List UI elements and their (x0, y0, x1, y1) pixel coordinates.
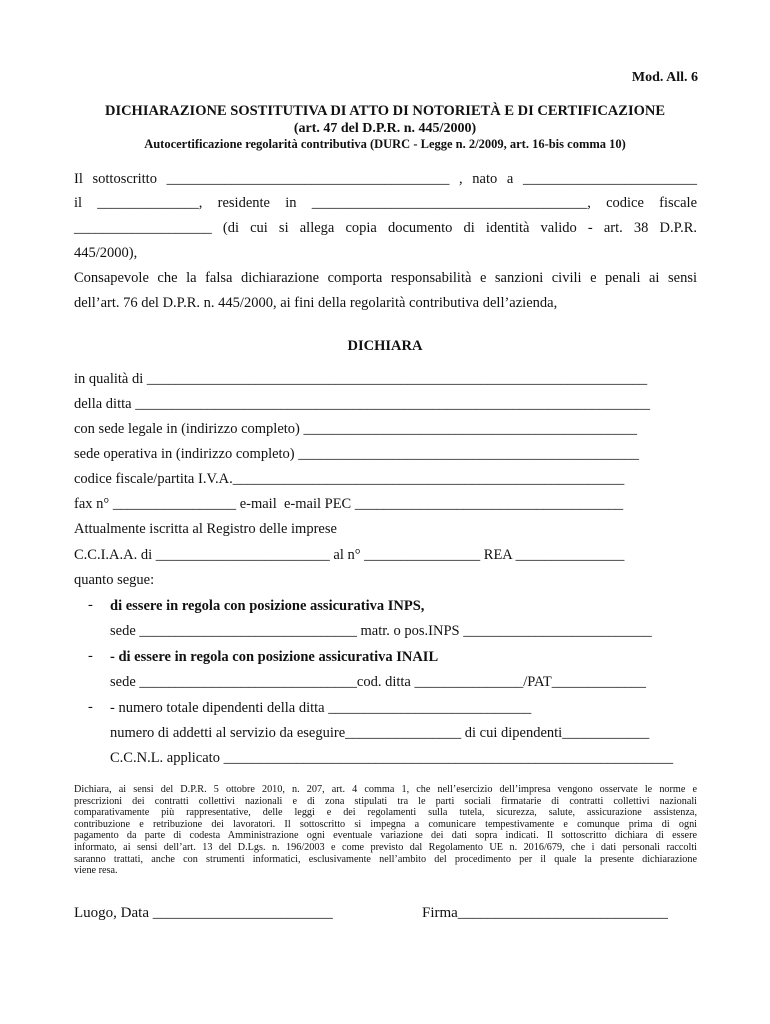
fine-print-line: informato, ai sensi dell’art. 13 del D.Lgs. n. 196/2003 e come previsto dal Regolamento UE n. 2016/679, che i dati personali raccolti (74, 841, 697, 853)
intro-line-3: ___________________ (di cui si allega copia documento di identità valido - art. 38 D.P.R. (74, 220, 697, 236)
intro-line-6: dell’art. 76 del D.P.R. n. 445/2000, ai fini della regolarità contributiva dell’azienda, (74, 295, 558, 311)
field-qualita: in qualità di _____________________________________________________________________ (74, 371, 648, 387)
field-iscritta: Attualmente iscritta al Registro delle imprese (74, 521, 337, 537)
document-subtitle: (art. 47 del D.P.R. n. 445/2000) (293, 121, 477, 136)
item-inail-sede: sede ______________________________cod. ditta _______________/PAT_____________ (110, 674, 646, 690)
field-sede-legale: con sede legale in (indirizzo completo) ______________________________________________ (74, 421, 637, 437)
item-inail-title: - di essere in regola con posizione assicurativa INAIL (110, 649, 439, 665)
intro-line-2: il ______________, residente in ______________________________________, codice fiscale (74, 195, 697, 211)
fine-print-line: prescrizioni dei contratti collettivi nazionali e di zona stipulati tra le parti sociali firmatarie di contratti collettivi nazionali (74, 795, 697, 807)
document-subsubtitle: Autocertificazione regolarità contributiva (DURC - Legge n. 2/2009, art. 16-bis comma 10) (144, 137, 626, 151)
field-ditta: della ditta _______________________________________________________________________ (74, 396, 650, 412)
item-addetti: numero di addetti al servizio da eseguire________________ di cui dipendenti____________ (110, 725, 650, 741)
luogo-data-field: Luogo, Data ________________________ (74, 905, 333, 921)
fine-print-line: saranno trattati, anche con strumenti informatici, esclusivamente nell’ambito del procedimento per il quale la presente dichiarazione (74, 853, 697, 865)
fine-print-line: pagamento da parte di codesta Amministrazione ogni eventuale variazione dei dati sopra indicati. Il sottoscritto dichiara di essere (74, 830, 697, 842)
item-inps-title: di essere in regola con posizione assicurativa INPS, (110, 598, 425, 614)
intro-line-1: Il sottoscritto _______________________________________ , nato a ________________________ (74, 171, 697, 187)
fine-print-line: viene resa. (74, 865, 118, 877)
field-cf-iva: codice fiscale/partita I.V.A.______________________________________________________ (74, 471, 625, 487)
field-fax-email: fax n° _________________ e-mail e-mail PEC _____________________________________ (74, 496, 624, 512)
fine-print-line: Dichiara, ai sensi del D.P.R. 5 ottobre 2010, n. 207, art. 4 comma 1, che nell’esercizio dell’impresa vengono osservate le norme e (74, 784, 697, 795)
field-cciaa: C.C.I.A.A. di ________________________ al n° ________________ REA _______________ (74, 547, 625, 563)
bullet-dash-2: - (88, 648, 93, 664)
fine-print (74, 784, 697, 877)
item-ccnl: C.C.N.L. applicato ______________________________________________________________ (110, 750, 674, 766)
intro-line-5: Consapevole che la falsa dichiarazione comporta responsabilità e sanzioni civili e penali ai sensi (74, 270, 697, 286)
item-dipendenti: - numero totale dipendenti della ditta ____________________________ (110, 700, 532, 716)
bullet-dash-1: - (88, 597, 93, 613)
fine-print-line: comparativamente più rappresentative, delle leggi e dei regolamenti sulla tutela, sicurezza, salute, assicurazione assistenza, (74, 807, 697, 819)
firma-field: Firma____________________________ (422, 905, 668, 921)
model-number: Mod. All. 6 (631, 70, 698, 85)
item-inps-sede: sede ______________________________ matr. o pos.INPS __________________________ (110, 623, 652, 639)
field-sede-operativa: sede operativa in (indirizzo completo) _______________________________________________ (74, 446, 640, 462)
fine-print-line: contribuzione e retribuzione dei lavoratori. Il sottoscritto si impegna a comunicare tempestivamente e comunque prima di ogni (74, 818, 697, 830)
dichiara-heading: DICHIARA (347, 338, 423, 354)
field-quanto-segue: quanto segue: (74, 572, 155, 588)
document-title: DICHIARAZIONE SOSTITUTIVA DI ATTO DI NOTORIETÀ E DI CERTIFICAZIONE (104, 103, 666, 119)
bullet-dash-3: - (88, 699, 93, 715)
intro-line-4: 445/2000), (74, 245, 138, 261)
